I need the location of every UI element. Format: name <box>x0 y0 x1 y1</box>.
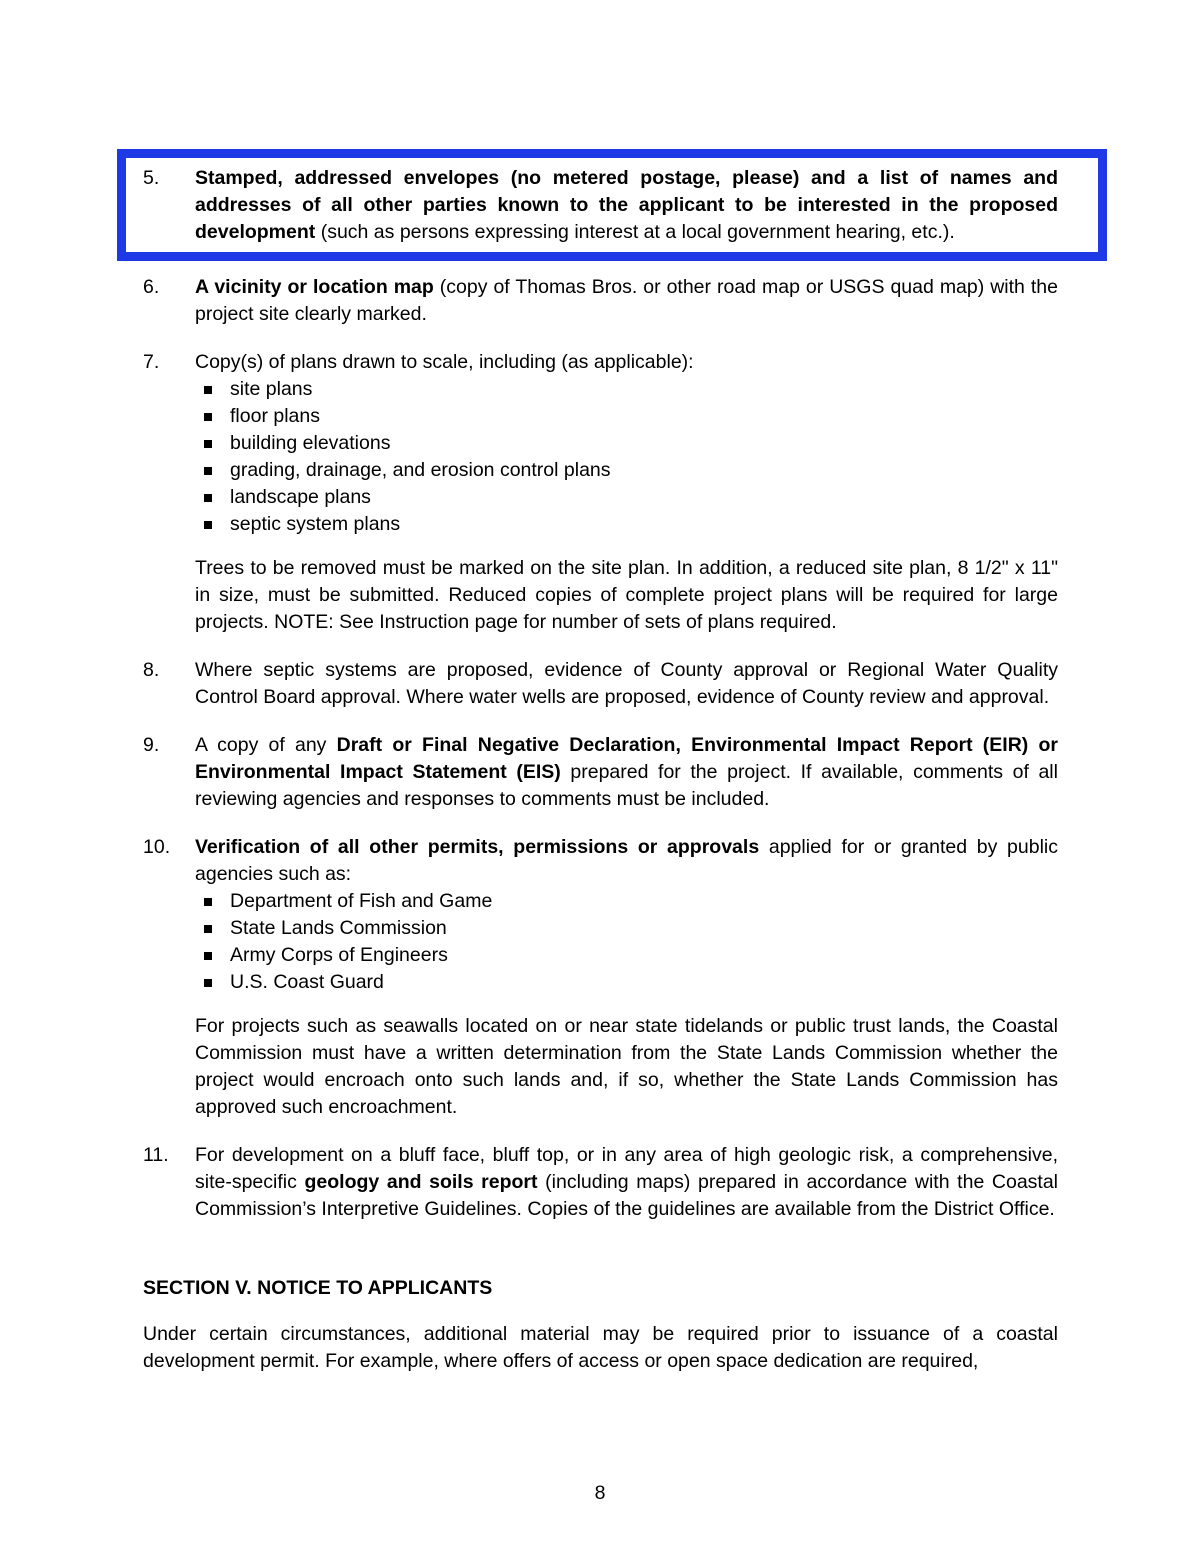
bullet-item <box>195 915 1058 942</box>
text-run: For projects such as seawalls located on or near state tidelands or public trust lands, the Coastal Commission must have a written determination from the State Lands Commission whether the project would encroach onto such lands and, if so, whether the State Lands Commission has approved such encroachment. <box>195 1015 1058 1118</box>
text-run: Verification of all other permits, permissions or approvals <box>195 836 760 858</box>
text-run: Draft or Final Negative Declaration, Environmental Impact Report (EIR) or Environmental Impact Statement (EIS) <box>195 734 1058 783</box>
text-run: Copy(s) of plans drawn to scale, including (as applicable): <box>195 351 694 373</box>
text-run: Stamped, addressed envelopes (no metered postage, please) and a list of names and addresses of all other parties known to the applicant to be interested in the proposed development <box>195 167 1058 243</box>
bullet-label: Department of Fish and Game <box>230 890 493 912</box>
text-run: Trees to be removed must be marked on the site plan. In addition, a reduced site plan, 8 1/2" x 11" in size, must be submitted. Reduced copies of complete project plans will be required for large projects. NOTE: See Instruction page for number of sets of plans required. <box>195 557 1058 633</box>
text-run: geology and soils report <box>304 1171 538 1193</box>
bullet-item <box>195 430 1058 457</box>
square-bullet-icon <box>204 521 212 529</box>
item-note <box>195 1013 1058 1121</box>
bullet-label: U.S. Coast Guard <box>230 971 384 993</box>
square-bullet-icon <box>204 494 212 502</box>
item-body <box>195 1142 1058 1223</box>
item-body <box>195 834 1058 1121</box>
text-run: A copy of any <box>195 734 337 756</box>
text-run: (copy of Thomas Bros. or other road map or USGS quad map) with the project site clearly marked. <box>195 276 1058 325</box>
item-body <box>195 657 1058 711</box>
square-bullet-icon <box>204 898 212 906</box>
item-number: 8. <box>143 659 160 681</box>
bullet-item <box>195 888 1058 915</box>
item-text <box>195 165 1058 246</box>
bullet-label: State Lands Commission <box>230 917 447 939</box>
bullet-item <box>195 942 1058 969</box>
item-text <box>195 657 1058 711</box>
list-item <box>143 834 1058 1121</box>
items-list <box>143 149 1058 1223</box>
bullet-item <box>195 376 1058 403</box>
item-number: 6. <box>143 276 160 298</box>
list-item <box>143 349 1058 636</box>
item-text <box>195 274 1058 328</box>
bullet-label: landscape plans <box>230 486 371 508</box>
item-body <box>195 165 1058 246</box>
page-number: 8 <box>594 1482 606 1504</box>
list-item <box>143 1142 1058 1223</box>
list-item <box>143 657 1058 711</box>
square-bullet-icon <box>204 386 212 394</box>
item-number: 7. <box>143 351 160 373</box>
text-run: prepared for the project. If available, comments of all reviewing agencies and responses to comments must be included. <box>195 761 1058 810</box>
section-heading: SECTION V. NOTICE TO APPLICANTS <box>143 1277 493 1299</box>
bullet-item <box>195 511 1058 538</box>
item-number: 9. <box>143 734 160 756</box>
bullet-label: Army Corps of Engineers <box>230 944 448 966</box>
square-bullet-icon <box>204 440 212 448</box>
square-bullet-icon <box>204 413 212 421</box>
item-body <box>195 732 1058 813</box>
bullet-list <box>195 376 1058 538</box>
item-text <box>195 732 1058 813</box>
bullet-list <box>195 888 1058 996</box>
list-item <box>143 274 1058 328</box>
bullet-item <box>195 457 1058 484</box>
bullet-label: grading, drainage, and erosion control plans <box>230 459 611 481</box>
bullet-item <box>195 484 1058 511</box>
text-run: Where septic systems are proposed, evidence of County approval or Regional Water Quality Control Board approval. Where water wells are proposed, evidence of County review and approval. <box>195 659 1058 708</box>
item-number: 11. <box>143 1144 169 1166</box>
document-content <box>143 149 1058 1375</box>
bullet-label: floor plans <box>230 405 320 427</box>
square-bullet-icon <box>204 979 212 987</box>
text-run: (including maps) prepared in accordance with the Coastal Commission’s Interpretive Guidelines. Copies of the guidelines are available from the District Office. <box>195 1171 1059 1220</box>
bullet-item <box>195 403 1058 430</box>
square-bullet-icon <box>204 467 212 475</box>
item-note <box>195 555 1058 636</box>
text-run: For development on a bluff face, bluff top, or in any area of high geologic risk, a comprehensive, site-specific <box>195 1144 1058 1193</box>
square-bullet-icon <box>204 925 212 933</box>
bullet-label: septic system plans <box>230 513 401 535</box>
text-run: A vicinity or location map <box>195 276 434 298</box>
square-bullet-icon <box>204 952 212 960</box>
item-text <box>195 349 1058 376</box>
closing-paragraph: Under certain circumstances, additional material may be required prior to issuance of a coastal development permit. For example, where offers of access or open space dedication are required, <box>143 1323 1058 1372</box>
item-number: 5. <box>143 167 160 189</box>
item-body <box>195 274 1058 328</box>
bullet-item <box>195 969 1058 996</box>
item-number: 10. <box>143 836 171 858</box>
text-run: (such as persons expressing interest at a local government hearing, etc.). <box>315 221 955 243</box>
item-text <box>195 834 1058 888</box>
bullet-label: building elevations <box>230 432 391 454</box>
list-item-highlighted <box>117 149 1107 261</box>
item-text <box>195 1142 1058 1223</box>
text-run: applied for or granted by public agencies such as: <box>195 836 1059 885</box>
bullet-label: site plans <box>230 378 313 400</box>
item-body <box>195 349 1058 636</box>
list-item <box>143 732 1058 813</box>
